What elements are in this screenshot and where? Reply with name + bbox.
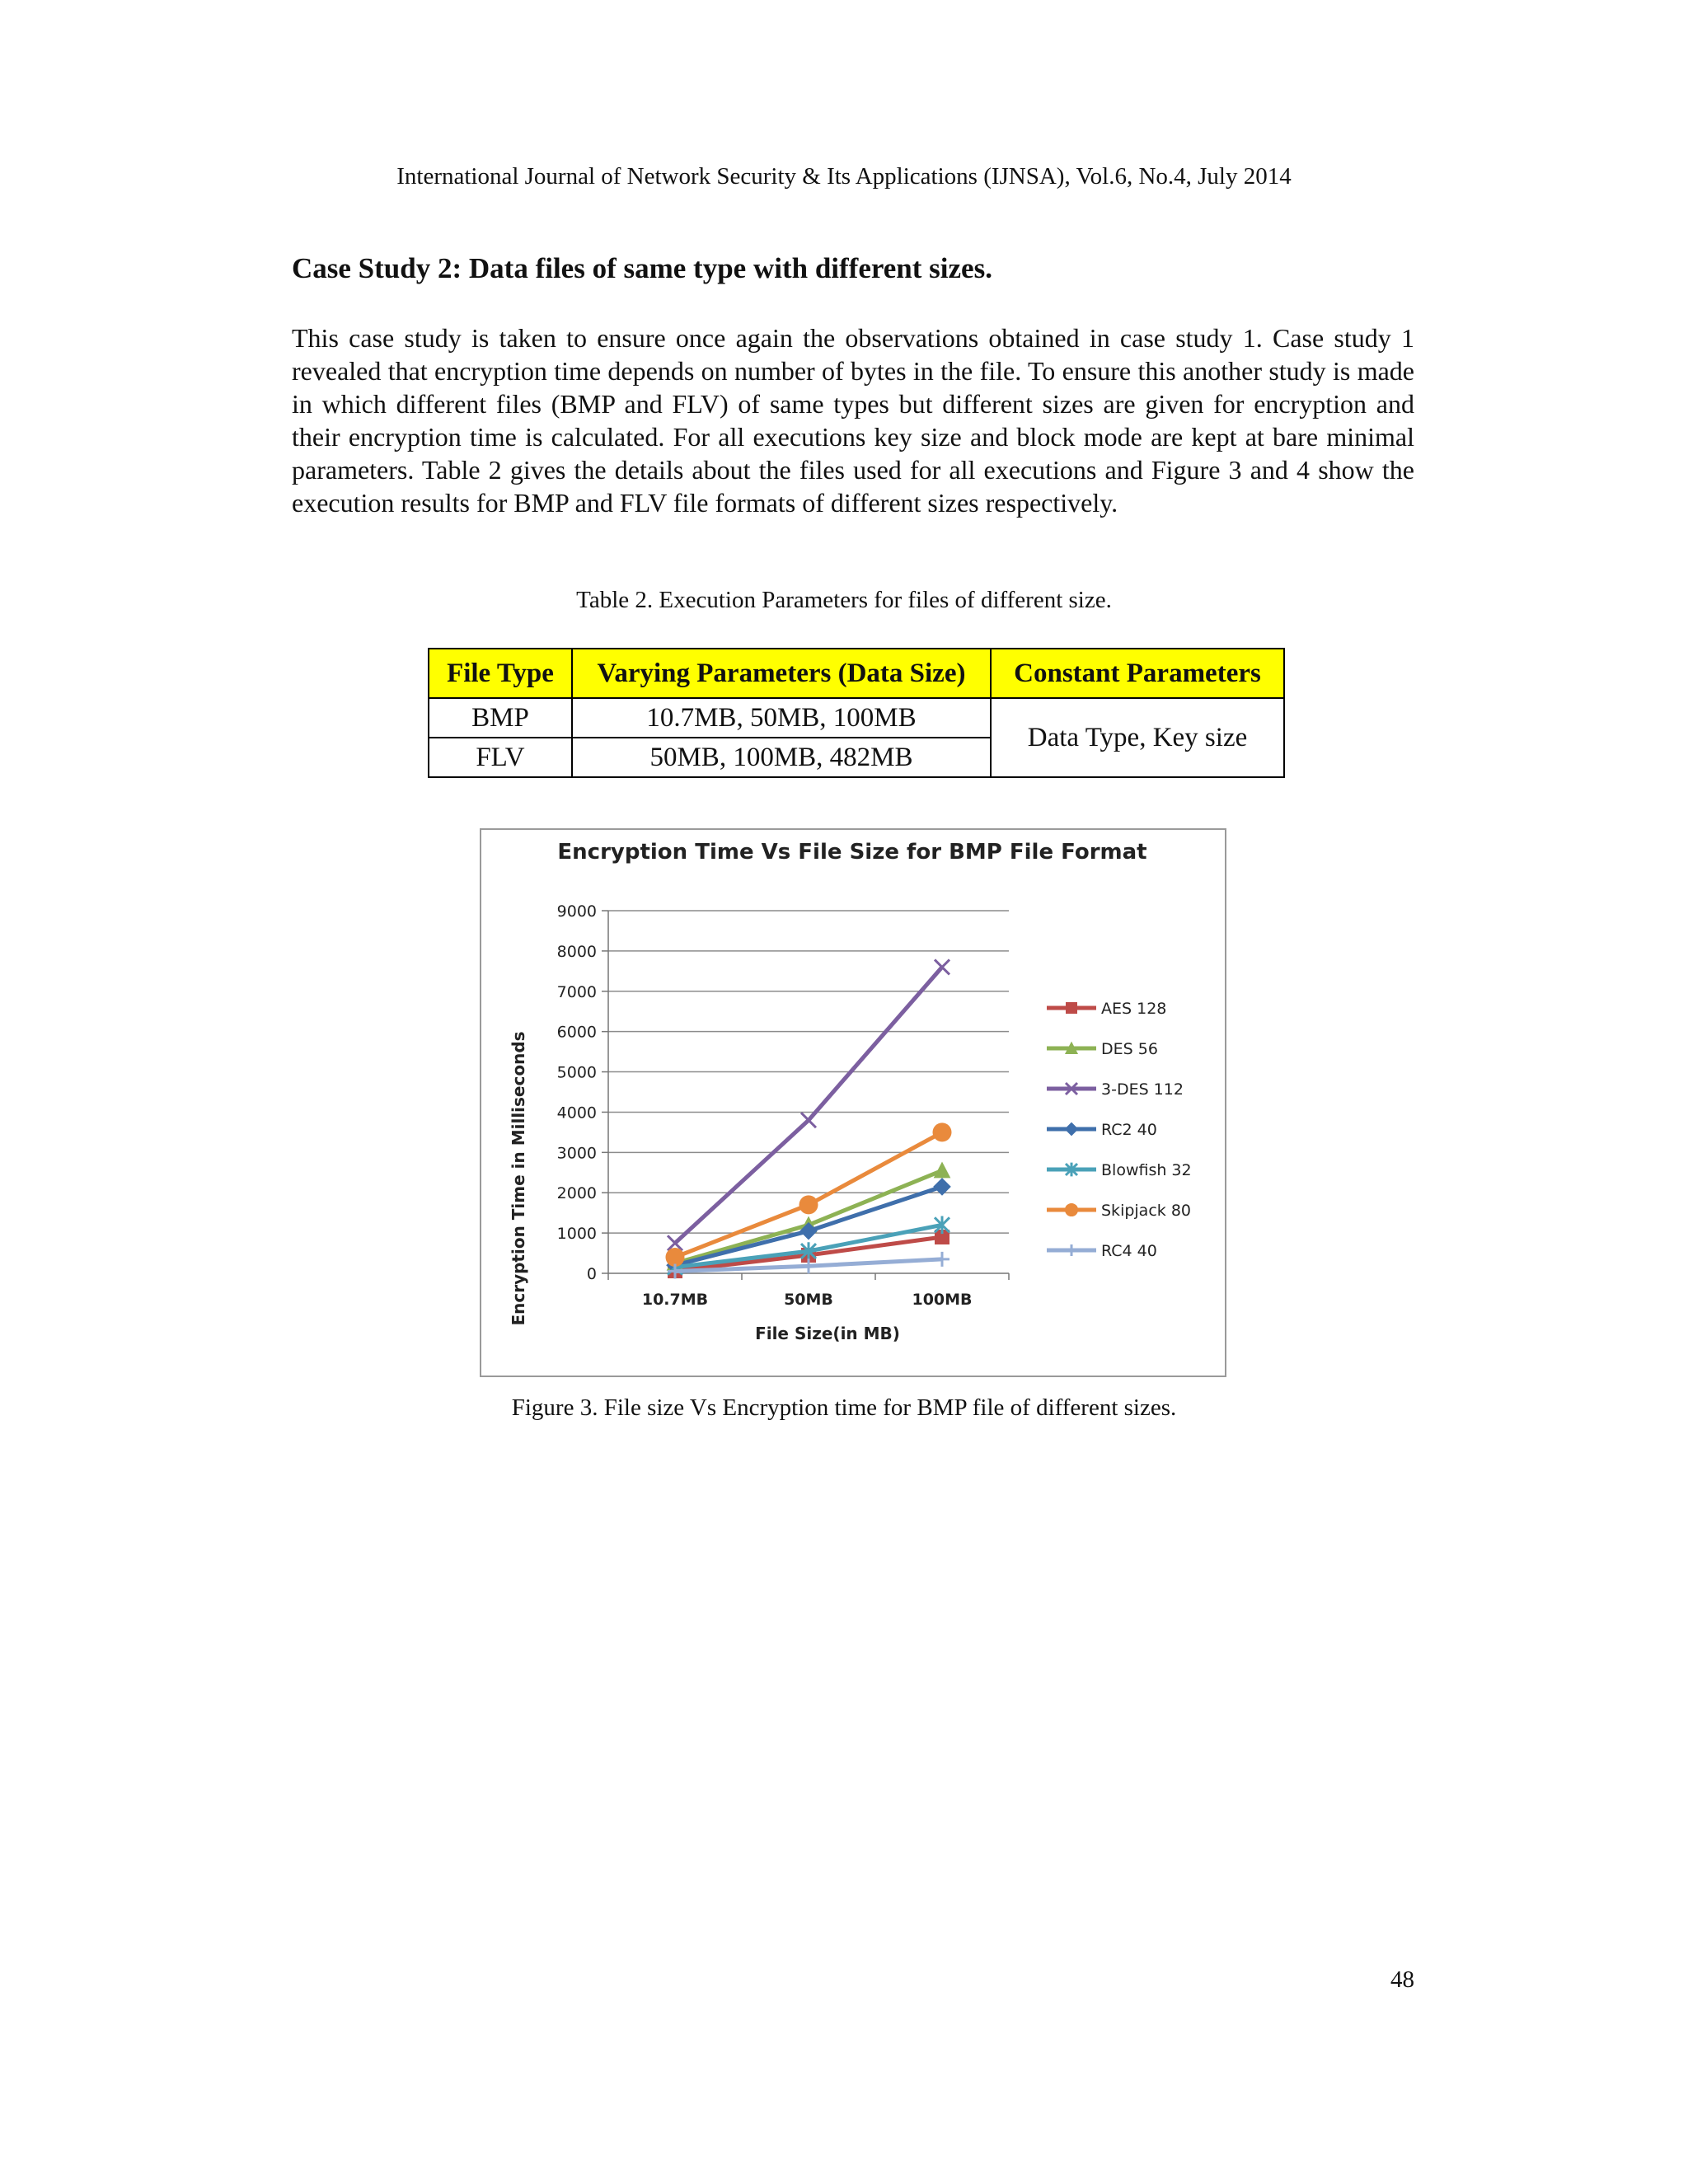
table-header-row (429, 649, 1284, 698)
cell-constant: Data Type, Key size (991, 698, 1284, 777)
parameters-table (428, 648, 1285, 778)
legend-label: RC4 40 (1101, 1242, 1157, 1260)
x-tick-label: 10.7MB (641, 1291, 709, 1309)
data-point (934, 1162, 951, 1179)
legend-label: Skipjack 80 (1101, 1202, 1191, 1220)
y-tick-label: 9000 (556, 902, 597, 921)
chart-title: Encryption Time Vs File Size for BMP File Format (557, 840, 1147, 865)
section-heading: Case Study 2: Data files of same type with different sizes. (292, 252, 992, 284)
data-point (933, 1122, 952, 1141)
data-point (801, 1113, 816, 1127)
x-tick-label: 50MB (784, 1291, 833, 1309)
header-varying-parameters: Varying Parameters (Data Size) (572, 649, 991, 698)
cell-varying: 50MB, 100MB, 482MB (572, 738, 991, 777)
y-tick-label: 0 (586, 1265, 597, 1283)
data-point (1065, 1122, 1079, 1137)
y-tick-label: 3000 (556, 1144, 597, 1163)
data-point (1066, 1002, 1077, 1014)
cell-file-type: BMP (429, 698, 572, 738)
y-tick-label: 5000 (556, 1063, 597, 1082)
legend-label: 3-DES 112 (1101, 1080, 1184, 1099)
y-tick-label: 4000 (556, 1104, 597, 1122)
y-tick-label: 1000 (556, 1225, 597, 1244)
data-point (799, 1195, 818, 1214)
x-axis-label: File Size(in MB) (755, 1324, 900, 1343)
body-paragraph: This case study is taken to ensure once again the observations obtained in case study 1. Case study 1 revealed that encryption time depends on number of bytes in the file. To ensure this another study is made in which different files (BMP and FLV) of same types but different sizes are given for encryption and their encryption time is calculated. For all executions key size and block mode are kept at bare minimal parameters. Table 2 gives the details about the files used for all executions and Figure 3 and 4 show the execution results for BMP and FLV file formats of different sizes respectively. (292, 323, 1414, 518)
chart-frame (480, 828, 1226, 1377)
x-tick-label: 100MB (912, 1291, 973, 1309)
line-chart (481, 830, 1225, 1376)
data-point (935, 1252, 950, 1267)
legend-label: RC2 40 (1101, 1121, 1157, 1139)
y-tick-label: 2000 (556, 1184, 597, 1203)
journal-header: International Journal of Network Security & Its Applications (IJNSA), Vol.6, No.4, July 2014 (396, 163, 1292, 190)
table-row (429, 698, 1284, 738)
legend-label: DES 56 (1101, 1040, 1158, 1058)
legend-label: AES 128 (1101, 1000, 1167, 1018)
y-axis-label: Encryption Time in Milliseconds (509, 1031, 528, 1326)
header-constant-parameters: Constant Parameters (991, 649, 1284, 698)
y-tick-label: 8000 (556, 942, 597, 961)
legend-label: Blowfish 32 (1101, 1161, 1192, 1179)
table-caption: Table 2. Execution Parameters for files of different size. (576, 587, 1112, 613)
data-point (1065, 1203, 1078, 1216)
header-file-type: File Type (429, 649, 572, 698)
data-point (935, 959, 950, 974)
data-point (1066, 1244, 1077, 1256)
figure-caption: Figure 3. File size Vs Encryption time for BMP file of different sizes. (511, 1394, 1177, 1421)
page-number: 48 (1390, 1966, 1414, 1993)
data-point (666, 1248, 685, 1267)
cell-file-type: FLV (429, 738, 572, 777)
y-tick-label: 7000 (556, 982, 597, 1001)
cell-varying: 10.7MB, 50MB, 100MB (572, 698, 991, 738)
y-tick-label: 6000 (556, 1023, 597, 1042)
